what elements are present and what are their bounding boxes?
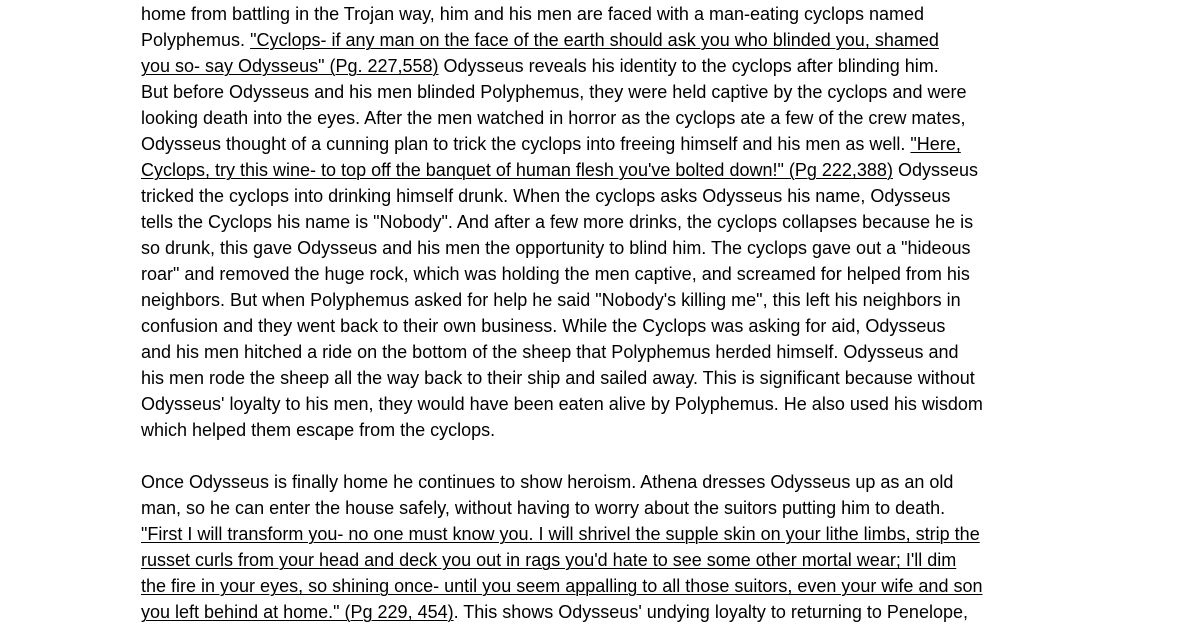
quotation-citation: Cyclops, try this wine- to top off the banquet of human flesh you've bolted down!" (Pg 222,388) [141, 160, 893, 180]
paragraph-homecoming [141, 469, 1081, 625]
body-text: tells the Cyclops his name is "Nobody". And after a few more drinks, the cyclops collapses because he is [141, 212, 974, 232]
text-line [141, 1, 1081, 27]
body-text: But before Odysseus and his men blinded Polyphemus, they were held captive by the cyclops and were [141, 82, 967, 102]
text-line [141, 599, 1081, 625]
text-line [141, 157, 1081, 183]
body-text: Odysseus' loyalty to his men, they would have been eaten alive by Polyphemus. He also used his wisdom [141, 394, 983, 414]
quotation-citation: you left behind at home." (Pg 229, 454) [141, 602, 454, 622]
body-text: man, so he can enter the house safely, without having to worry about the suitors putting him to death. [141, 498, 946, 518]
text-line [141, 183, 1081, 209]
quotation-citation: "Cyclops- if any man on the face of the earth should ask you who blinded you, shamed [250, 30, 939, 50]
body-text: . This shows Odysseus' undying loyalty to returning to Penelope, [453, 602, 968, 622]
body-text: and his men hitched a ride on the bottom of the sheep that Polyphemus herded himself. Odysseus and [141, 342, 959, 362]
text-line [141, 53, 1081, 79]
body-text: Odysseus [892, 160, 978, 180]
text-line [141, 313, 1081, 339]
text-line [141, 105, 1081, 131]
text-line [141, 521, 1081, 547]
body-text: Polyphemus. [141, 30, 251, 50]
body-text: Once Odysseus is finally home he continues to show heroism. Athena dresses Odysseus up as an old [141, 472, 954, 492]
text-line [141, 417, 1081, 443]
text-line [141, 79, 1081, 105]
body-text: home from battling in the Trojan way, him and his men are faced with a man-eating cyclops named [141, 4, 925, 24]
paragraph-cyclops [141, 1, 1081, 443]
body-text: so drunk, this gave Odysseus and his men the opportunity to blind him. The cyclops gave out a "hideous [141, 238, 971, 258]
body-text: which helped them escape from the cyclops. [141, 420, 496, 440]
body-text: his men rode the sheep all the way back to their ship and sailed away. This is significant because without [141, 368, 975, 388]
quotation-citation: russet curls from your head and deck you out in rags you'd hate to see some other mortal wear; I'll dim [141, 550, 957, 570]
quotation-citation: the fire in your eyes, so shining once- until you seem appalling to all those suitors, even your wife and son [141, 576, 983, 596]
text-line [141, 27, 1081, 53]
text-line [141, 365, 1081, 391]
quotation-citation: "First I will transform you- no one must know you. I will shrivel the supple skin on your lithe limbs, strip the [141, 524, 980, 544]
quotation-citation: you so- say Odysseus" (Pg. 227,558) [141, 56, 439, 76]
text-line [141, 261, 1081, 287]
text-line [141, 287, 1081, 313]
body-text: Odysseus reveals his identity to the cyclops after blinding him. [438, 56, 939, 76]
text-line [141, 573, 1081, 599]
text-line [141, 131, 1081, 157]
body-text: confusion and they went back to their own business. While the Cyclops was asking for aid, Odysseus [141, 316, 946, 336]
body-text: roar" and removed the huge rock, which was holding the men captive, and screamed for helped from his [141, 264, 970, 284]
body-text: tricked the cyclops into drinking himself drunk. When the cyclops asks Odysseus his name, Odysseus [141, 186, 951, 206]
body-text: looking death into the eyes. After the men watched in horror as the cyclops ate a few of the crew mates, [141, 108, 966, 128]
text-line [141, 391, 1081, 417]
quotation-citation: "Here, [910, 134, 961, 154]
text-line [141, 235, 1081, 261]
body-text: Odysseus thought of a cunning plan to trick the cyclops into freeing himself and his men as well. [141, 134, 911, 154]
text-line [141, 547, 1081, 573]
body-text: neighbors. But when Polyphemus asked for help he said "Nobody's killing me", this left his neighbors in [141, 290, 961, 310]
text-line [141, 339, 1081, 365]
text-line [141, 469, 1081, 495]
text-line [141, 495, 1081, 521]
text-line [141, 209, 1081, 235]
